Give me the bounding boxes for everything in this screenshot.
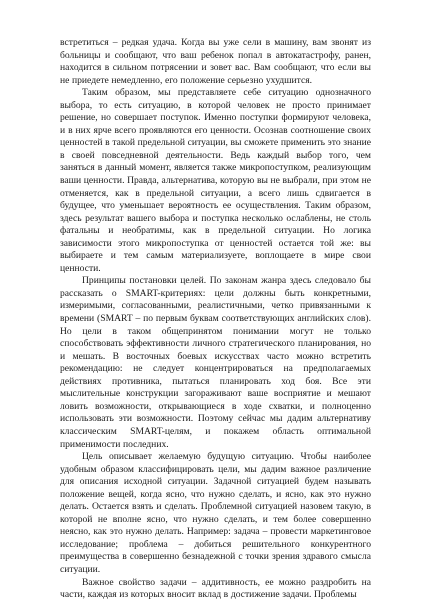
paragraph-5: Важное свойство задачи – аддитивность, ее можно раздробить на части, каждая из которых вносит вклад в достижение задачи. Проблемы [60, 576, 371, 601]
paragraph-3: Принципы постановки целей. По законам жанра здесь следовало бы рассказать о SMART-критериях: цели должны быть конкретными, измеримыми, согласованными, реалистичными, четко привязанными к времени (SMART – по первым буквам соответствующих английских слов). Но цели в таком общепринятом понимании могут не только способствовать эффективности личного стратегического планирования, но и мешать. В восточных боевых искусствах часто можно встретить рекомендацию: не следует концентрироваться на предполагаемых действиях противника, пытаться планировать ход боя. Все эти мыслительные конструкции загораживают ваше восприятие и мешают ловить возможности, открывающиеся в ходе схватки, и полноценно использовать эти возможности. Поэтому сейчас мы дадим альтернативу классическим SMART-целям, и покажем область оптимальной применимости последних. [60, 275, 371, 450]
paragraph-2: Таким образом, мы представляете себе ситуацию однозначного выбора, то есть ситуацию, в которой человек не просто принимает решение, но совершает поступок. Именно поступки формируют человека, и в них ярче всего проявляются его ценности. Осознав соотношение своих ценностей в такой предельной ситуации, вы сможете применить это знание в своей повседневной деятельности. Ведь каждый выбор того, чем заняться в данный момент, является также микропоступком, реализующим ваши ценности. Правда, альтернатива, которую вы не выбрали, при этом не отменяется, как в предельной ситуации, а всего лишь сдвигается в будущее, что уменьшает вероятность ее осуществления. Таким образом, здесь результат вашего выбора и поступка несколько ослаблены, не столь фатальны и необратимы, как в предельной ситуации. Но логика зависимости этого микропоступка от ценностей остается той же: вы выбираете и тем самым материализуете, воплощаете в мире свои ценности. [60, 87, 371, 274]
paragraph-1: встретиться – редкая удача. Когда вы уже сели в машину, вам звонят из больницы и сообщают, что ваш ребенок попал в автокатастрофу, ранен, находится в сильном потрясении и зовет вас. Вам сообщают, что если вы не приедете немедленно, его положение серьезно ухудшится. [60, 37, 371, 86]
paragraph-4: Цель описывает желаемую будущую ситуацию. Чтобы наиболее удобным образом классифицировать цели, мы дадим важное различение для описания исходной ситуации. Задачной ситуацией будем называть положение вещей, когда ясно, что нужно сделать, и ясно, как это нужно делать. Остается взять и сделать. Проблемной ситуацией назовем такую, в которой не вполне ясно, что нужно сделать, и тем более совершенно неясно, как это нужно делать. Например: задача – провести маркетинговое исследование; проблема – добиться решительного конкурентного преимущества в совершенно безнадежной с точки зрения здравого смысла ситуации. [60, 451, 371, 575]
